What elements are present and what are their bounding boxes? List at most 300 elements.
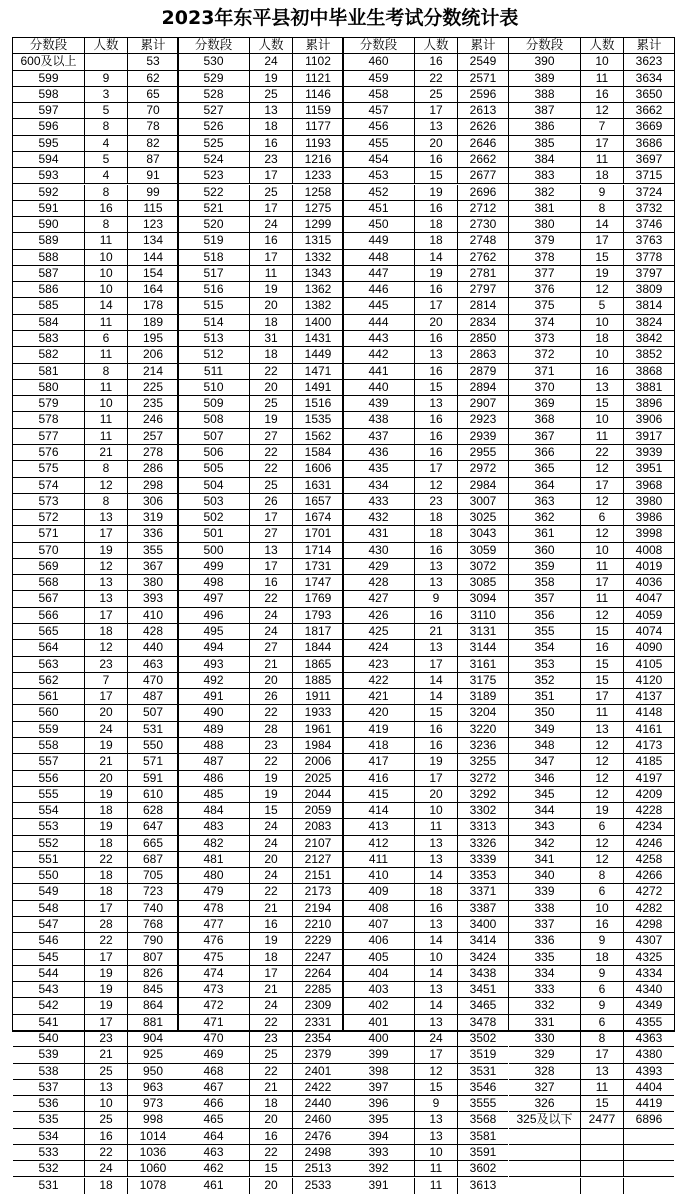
cumulative-cell: 1701 bbox=[304, 526, 332, 541]
cumulative-cell: 367 bbox=[142, 558, 164, 573]
count-cell: 16 bbox=[415, 364, 458, 379]
score-cell: 495 bbox=[178, 624, 250, 639]
cumulative-cell: 2059 bbox=[304, 803, 332, 818]
table-row bbox=[509, 1096, 674, 1112]
cumulative-cell: 4340 bbox=[635, 982, 663, 997]
table-row bbox=[178, 1015, 343, 1031]
table-row bbox=[13, 738, 178, 754]
cumulative-cell: 3623 bbox=[635, 54, 663, 69]
count-cell: 12 bbox=[581, 787, 624, 802]
cumulative-cell: 2677 bbox=[469, 168, 497, 183]
table-row bbox=[343, 461, 508, 477]
score-cell: 556 bbox=[13, 771, 85, 786]
table-row bbox=[509, 933, 674, 949]
count-cell: 12 bbox=[581, 771, 624, 786]
score-cell: 404 bbox=[343, 966, 415, 981]
count-cell: 20 bbox=[250, 380, 293, 395]
cumulative-cell: 740 bbox=[142, 900, 164, 915]
count-cell: 16 bbox=[581, 87, 624, 102]
cumulative-cell: 3478 bbox=[469, 1014, 497, 1029]
score-cell: 358 bbox=[509, 575, 581, 590]
cumulative-cell: 65 bbox=[146, 86, 160, 101]
table-row bbox=[509, 331, 674, 347]
count-cell: 21 bbox=[85, 754, 128, 769]
count-cell: 22 bbox=[250, 884, 293, 899]
score-cell: 538 bbox=[13, 1064, 85, 1079]
cumulative-cell: 1793 bbox=[304, 607, 332, 622]
count-cell: 8 bbox=[85, 185, 128, 200]
score-cell: 515 bbox=[178, 298, 250, 313]
score-cell: 407 bbox=[343, 917, 415, 932]
score-cell: 370 bbox=[509, 380, 581, 395]
cumulative-cell: 2939 bbox=[469, 428, 497, 443]
cumulative-cell: 6896 bbox=[635, 1112, 663, 1127]
cumulative-cell: 3519 bbox=[469, 1047, 497, 1062]
cumulative-cell: 3043 bbox=[469, 526, 497, 541]
score-cell: 353 bbox=[509, 657, 581, 672]
count-cell: 17 bbox=[85, 689, 128, 704]
score-cell: 486 bbox=[178, 771, 250, 786]
score-cell: 578 bbox=[13, 412, 85, 427]
table-row bbox=[13, 1064, 178, 1080]
cumulative-cell: 3814 bbox=[635, 298, 663, 313]
score-cell: 475 bbox=[178, 950, 250, 965]
table-row bbox=[509, 298, 674, 314]
cumulative-cell: 3292 bbox=[469, 786, 497, 801]
table-row bbox=[343, 282, 508, 298]
cumulative-cell: 2006 bbox=[304, 754, 332, 769]
table-row bbox=[509, 673, 674, 689]
score-cell: 546 bbox=[13, 933, 85, 948]
count-cell: 19 bbox=[250, 71, 293, 86]
count-cell: 11 bbox=[250, 266, 293, 281]
count-cell: 22 bbox=[250, 591, 293, 606]
cumulative-cell: 164 bbox=[142, 282, 164, 297]
cumulative-cell bbox=[624, 1161, 674, 1176]
count-cell: 17 bbox=[415, 298, 458, 313]
table-row bbox=[178, 1064, 343, 1080]
count-cell: 7 bbox=[581, 119, 624, 134]
table-row bbox=[13, 1080, 178, 1096]
table-row bbox=[343, 103, 508, 119]
score-cell: 496 bbox=[178, 608, 250, 623]
score-cell: 494 bbox=[178, 640, 250, 655]
score-cell: 469 bbox=[178, 1047, 250, 1062]
table-row bbox=[509, 559, 674, 575]
cumulative-cell: 278 bbox=[142, 444, 164, 459]
cumulative-cell bbox=[624, 1129, 674, 1144]
score-cell: 443 bbox=[343, 331, 415, 346]
count-cell: 18 bbox=[415, 884, 458, 899]
count-cell: 10 bbox=[85, 1096, 128, 1111]
table-row bbox=[178, 266, 343, 282]
header-score-range: 分数段 bbox=[178, 38, 250, 53]
count-cell: 17 bbox=[250, 201, 293, 216]
cumulative-cell: 4349 bbox=[635, 998, 663, 1013]
count-cell: 6 bbox=[581, 982, 624, 997]
cumulative-cell: 2440 bbox=[304, 1096, 332, 1111]
cumulative-cell: 2194 bbox=[304, 900, 332, 915]
score-cell: 481 bbox=[178, 852, 250, 867]
score-cell: 364 bbox=[509, 478, 581, 493]
count-cell: 23 bbox=[85, 1031, 128, 1046]
count-cell: 13 bbox=[415, 982, 458, 997]
score-cell: 545 bbox=[13, 950, 85, 965]
table-row bbox=[509, 754, 674, 770]
score-cell: 570 bbox=[13, 543, 85, 558]
score-cell: 591 bbox=[13, 201, 85, 216]
score-cell: 536 bbox=[13, 1096, 85, 1111]
table-row bbox=[13, 998, 178, 1014]
table-row bbox=[509, 364, 674, 380]
cumulative-cell: 115 bbox=[143, 200, 163, 215]
score-cell: 450 bbox=[343, 217, 415, 232]
table-row bbox=[13, 771, 178, 787]
count-cell: 11 bbox=[581, 152, 624, 167]
count-cell: 17 bbox=[581, 136, 624, 151]
table-row bbox=[13, 185, 178, 201]
score-cell: 382 bbox=[509, 185, 581, 200]
table-row bbox=[509, 803, 674, 819]
score-cell: 417 bbox=[343, 754, 415, 769]
score-cell: 521 bbox=[178, 201, 250, 216]
score-cell: 512 bbox=[178, 347, 250, 362]
table-row bbox=[13, 1031, 178, 1047]
table-row bbox=[178, 738, 343, 754]
count-cell: 15 bbox=[581, 624, 624, 639]
count-cell: 25 bbox=[85, 1112, 128, 1127]
cumulative-cell: 4363 bbox=[635, 1031, 663, 1045]
score-cell: 341 bbox=[509, 852, 581, 867]
table-row bbox=[509, 526, 674, 542]
table-row bbox=[343, 1161, 508, 1177]
cumulative-cell: 1535 bbox=[304, 412, 332, 427]
cumulative-cell: 2626 bbox=[469, 119, 497, 134]
cumulative-cell: 4272 bbox=[635, 884, 663, 899]
cumulative-cell: 1584 bbox=[304, 444, 332, 459]
count-cell: 14 bbox=[415, 933, 458, 948]
score-cell: 415 bbox=[343, 787, 415, 802]
count-cell: 12 bbox=[415, 478, 458, 493]
table-row bbox=[509, 1015, 674, 1031]
count-cell: 8 bbox=[581, 868, 624, 883]
table-row bbox=[13, 754, 178, 770]
count-cell: 15 bbox=[581, 250, 624, 265]
score-cell: 436 bbox=[343, 445, 415, 460]
score-cell: 409 bbox=[343, 884, 415, 899]
count-cell: 15 bbox=[415, 1080, 458, 1095]
score-cell: 544 bbox=[13, 966, 85, 981]
cumulative-cell: 1516 bbox=[304, 396, 332, 411]
cumulative-cell: 4404 bbox=[635, 1079, 663, 1094]
table-row bbox=[13, 136, 178, 152]
table-column bbox=[508, 37, 675, 1127]
table-row bbox=[178, 315, 343, 331]
header-count: 人数 bbox=[581, 38, 624, 53]
score-cell: 349 bbox=[509, 722, 581, 737]
score-cell: 527 bbox=[178, 103, 250, 118]
table-row bbox=[509, 510, 674, 526]
cumulative-cell: 3746 bbox=[635, 217, 663, 232]
score-cell: 393 bbox=[343, 1145, 415, 1160]
score-cell: 541 bbox=[13, 1015, 85, 1030]
cumulative-cell: 2662 bbox=[469, 151, 497, 166]
count-cell: 18 bbox=[581, 331, 624, 346]
count-cell: 16 bbox=[581, 640, 624, 655]
table-row bbox=[343, 624, 508, 640]
score-cell: 342 bbox=[509, 836, 581, 851]
cumulative-cell: 3025 bbox=[469, 510, 497, 525]
count-cell: 25 bbox=[250, 478, 293, 493]
count-cell: 14 bbox=[85, 298, 128, 313]
table-row bbox=[13, 380, 178, 396]
score-cell: 568 bbox=[13, 575, 85, 590]
count-cell: 22 bbox=[415, 71, 458, 86]
count-cell: 15 bbox=[250, 1161, 293, 1176]
count-cell: 27 bbox=[250, 640, 293, 655]
score-cell: 345 bbox=[509, 787, 581, 802]
score-cell: 461 bbox=[178, 1178, 250, 1194]
table-row bbox=[13, 445, 178, 461]
count-cell: 20 bbox=[250, 1112, 293, 1127]
score-cell: 373 bbox=[509, 331, 581, 346]
table-row bbox=[343, 217, 508, 233]
count-cell: 16 bbox=[415, 201, 458, 216]
table-row bbox=[343, 185, 508, 201]
score-cell: 511 bbox=[178, 364, 250, 379]
cumulative-cell: 4209 bbox=[635, 786, 663, 801]
count-cell: 17 bbox=[250, 510, 293, 525]
table-row bbox=[343, 982, 508, 998]
count-cell: 9 bbox=[581, 933, 624, 948]
score-cell: 517 bbox=[178, 266, 250, 281]
score-cell: 452 bbox=[343, 185, 415, 200]
count-cell: 15 bbox=[581, 396, 624, 411]
score-cell: 566 bbox=[13, 608, 85, 623]
cumulative-cell: 3797 bbox=[635, 265, 663, 280]
header-score-range: 分数段 bbox=[343, 38, 415, 53]
cumulative-cell: 2850 bbox=[469, 331, 497, 346]
count-cell: 12 bbox=[581, 738, 624, 753]
count-cell: 25 bbox=[250, 185, 293, 200]
count-cell: 20 bbox=[250, 298, 293, 313]
score-cell: 514 bbox=[178, 315, 250, 330]
score-cell: 528 bbox=[178, 87, 250, 102]
count-cell: 13 bbox=[581, 1064, 624, 1079]
count-cell: 12 bbox=[85, 559, 128, 574]
score-cell: 406 bbox=[343, 933, 415, 948]
table-row bbox=[509, 1178, 674, 1194]
table-row bbox=[178, 461, 343, 477]
count-cell: 19 bbox=[415, 185, 458, 200]
count-cell: 15 bbox=[415, 705, 458, 720]
cumulative-cell: 768 bbox=[142, 917, 164, 932]
table-row bbox=[13, 868, 178, 884]
score-cell: 378 bbox=[509, 250, 581, 265]
table-row bbox=[178, 429, 343, 445]
cumulative-cell: 3161 bbox=[469, 656, 497, 671]
cumulative-cell: 87 bbox=[146, 151, 160, 166]
score-cell: 332 bbox=[509, 998, 581, 1013]
score-cell: 479 bbox=[178, 884, 250, 899]
cumulative-cell: 3175 bbox=[469, 672, 497, 687]
table-row bbox=[343, 71, 508, 87]
table-row bbox=[13, 1129, 178, 1145]
table-row bbox=[13, 1096, 178, 1112]
score-cell: 485 bbox=[178, 787, 250, 802]
count-cell: 5 bbox=[85, 103, 128, 118]
score-cell: 329 bbox=[509, 1047, 581, 1062]
cumulative-cell: 3189 bbox=[469, 689, 497, 704]
cumulative-cell: 189 bbox=[142, 314, 164, 329]
cumulative-cell: 881 bbox=[142, 1014, 164, 1029]
table-row bbox=[509, 982, 674, 998]
count-cell: 16 bbox=[415, 738, 458, 753]
cumulative-cell: 2210 bbox=[304, 917, 332, 932]
count-cell: 6 bbox=[581, 884, 624, 899]
table-row bbox=[13, 657, 178, 673]
table-row bbox=[178, 982, 343, 998]
score-cell: 371 bbox=[509, 364, 581, 379]
header-score-range: 分数段 bbox=[13, 38, 85, 53]
cumulative-cell: 1562 bbox=[304, 428, 332, 443]
count-cell: 13 bbox=[85, 575, 128, 590]
table-column bbox=[12, 37, 179, 1192]
count-cell: 18 bbox=[581, 168, 624, 183]
table-row bbox=[178, 559, 343, 575]
cumulative-cell: 53 bbox=[146, 54, 160, 69]
score-cell: 499 bbox=[178, 559, 250, 574]
score-cell: 447 bbox=[343, 266, 415, 281]
table-row bbox=[343, 933, 508, 949]
cumulative-cell: 3724 bbox=[635, 184, 663, 199]
score-cell: 552 bbox=[13, 836, 85, 851]
cumulative-cell: 2401 bbox=[304, 1063, 332, 1078]
cumulative-cell: 3204 bbox=[469, 705, 497, 720]
table-row bbox=[13, 705, 178, 721]
count-cell: 10 bbox=[581, 315, 624, 330]
score-cell: 414 bbox=[343, 803, 415, 818]
table-row bbox=[178, 1080, 343, 1096]
count-cell: 22 bbox=[85, 1145, 128, 1160]
cumulative-cell: 2730 bbox=[469, 217, 497, 232]
table-row bbox=[13, 233, 178, 249]
table-row bbox=[13, 412, 178, 428]
score-cell: 356 bbox=[509, 608, 581, 623]
count-cell: 20 bbox=[250, 852, 293, 867]
cumulative-cell: 319 bbox=[142, 510, 164, 525]
table-row bbox=[343, 266, 508, 282]
cumulative-cell: 2460 bbox=[304, 1112, 332, 1127]
table-row bbox=[343, 119, 508, 135]
score-cell: 474 bbox=[178, 966, 250, 981]
count-cell: 17 bbox=[85, 1015, 128, 1030]
cumulative-cell: 2646 bbox=[469, 135, 497, 150]
table-row bbox=[509, 233, 674, 249]
count-cell: 21 bbox=[85, 1047, 128, 1062]
cumulative-cell: 3852 bbox=[635, 347, 663, 362]
table-row bbox=[343, 819, 508, 835]
score-cell: 398 bbox=[343, 1064, 415, 1079]
cumulative-cell: 440 bbox=[142, 640, 164, 655]
score-cell: 434 bbox=[343, 478, 415, 493]
score-cell: 451 bbox=[343, 201, 415, 216]
table-row bbox=[509, 266, 674, 282]
cumulative-cell: 1036 bbox=[139, 1144, 167, 1159]
score-cell: 334 bbox=[509, 966, 581, 981]
cumulative-cell: 3220 bbox=[469, 721, 497, 736]
count-cell: 20 bbox=[85, 771, 128, 786]
score-cell: 500 bbox=[178, 543, 250, 558]
count-cell: 17 bbox=[415, 1047, 458, 1062]
table-row bbox=[178, 217, 343, 233]
cumulative-cell: 3555 bbox=[469, 1096, 497, 1111]
score-cell: 360 bbox=[509, 543, 581, 558]
score-cell: 438 bbox=[343, 412, 415, 427]
count-cell: 13 bbox=[415, 1015, 458, 1030]
cumulative-cell: 4105 bbox=[635, 656, 663, 671]
table-row bbox=[178, 640, 343, 656]
score-cell: 459 bbox=[343, 71, 415, 86]
count-cell: 22 bbox=[250, 705, 293, 720]
table-row bbox=[343, 233, 508, 249]
table-row bbox=[343, 1129, 508, 1145]
table-row bbox=[343, 412, 508, 428]
cumulative-cell: 1362 bbox=[304, 282, 332, 297]
table-row bbox=[343, 868, 508, 884]
score-cell: 405 bbox=[343, 950, 415, 965]
table-row bbox=[509, 1064, 674, 1080]
table-row bbox=[509, 396, 674, 412]
count-cell: 15 bbox=[250, 803, 293, 818]
table-row bbox=[178, 705, 343, 721]
score-cell: 526 bbox=[178, 119, 250, 134]
cumulative-cell: 925 bbox=[142, 1047, 164, 1062]
count-cell: 13 bbox=[415, 347, 458, 362]
score-cell: 579 bbox=[13, 396, 85, 411]
score-cell: 335 bbox=[509, 950, 581, 965]
cumulative-cell: 687 bbox=[142, 851, 164, 866]
score-cell: 518 bbox=[178, 250, 250, 265]
score-cell: 529 bbox=[178, 71, 250, 86]
table-row bbox=[509, 624, 674, 640]
cumulative-cell: 4307 bbox=[635, 933, 663, 948]
table-row bbox=[343, 1145, 508, 1161]
count-cell: 20 bbox=[250, 1178, 293, 1194]
cumulative-cell: 3451 bbox=[469, 982, 497, 997]
count-cell: 10 bbox=[581, 347, 624, 362]
count-cell: 18 bbox=[250, 119, 293, 134]
table-row bbox=[178, 1161, 343, 1177]
table-row bbox=[178, 445, 343, 461]
table-row bbox=[343, 884, 508, 900]
cumulative-cell: 3650 bbox=[635, 86, 663, 101]
score-cell: 509 bbox=[178, 396, 250, 411]
cumulative-cell: 2879 bbox=[469, 363, 497, 378]
count-cell: 22 bbox=[250, 1145, 293, 1160]
table-row bbox=[343, 510, 508, 526]
score-cell: 362 bbox=[509, 510, 581, 525]
score-cell: 590 bbox=[13, 217, 85, 232]
cumulative-cell bbox=[624, 1178, 674, 1194]
count-cell: 20 bbox=[415, 136, 458, 151]
score-cell: 572 bbox=[13, 510, 85, 525]
table-row bbox=[509, 950, 674, 966]
count-cell: 8 bbox=[85, 364, 128, 379]
cumulative-cell: 3881 bbox=[635, 379, 663, 394]
table-row bbox=[178, 836, 343, 852]
score-cell: 586 bbox=[13, 282, 85, 297]
